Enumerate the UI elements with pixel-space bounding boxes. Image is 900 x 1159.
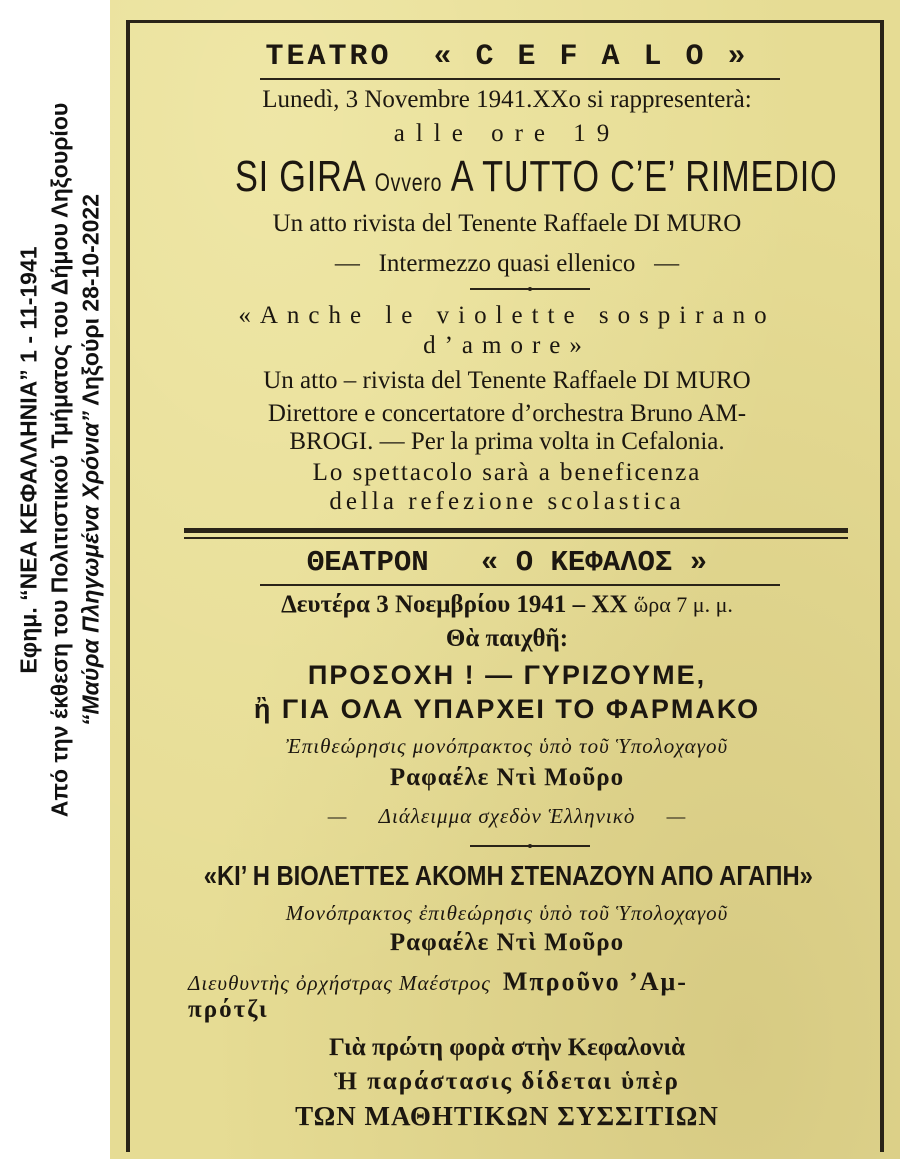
italian-author-line-1: Un atto rivista del Tenente Raffaele DI MURO	[272, 210, 742, 237]
italian-charity-line-2: della refezione scolastica	[329, 488, 685, 515]
greek-show-title-1: ΠΡΟΣΟΧΗ ! — ΓΥΡΙΖΟΥΜΕ,	[307, 660, 707, 690]
ornament-dot-2	[528, 844, 532, 848]
italian-date-line: Lunedì, 3 Novembre 1941.XXo si rappresenterà:	[262, 86, 752, 113]
greek-will-play: Θὰ παιχθῆ:	[445, 625, 569, 652]
greek-intermission: — Διάλειμμα σχεδὸν Ἑλληνικὸ —	[327, 804, 687, 828]
title-underline	[260, 78, 780, 80]
greek-author-line-2: Ραφαέλε Ντὶ Μοῦρο	[389, 929, 625, 956]
italian-director-line-2: BROGI. — Per la prima volta in Cefalonia.	[289, 428, 725, 455]
greek-conductor-line-2: πρότζι	[188, 996, 269, 1023]
caption-strip	[0, 0, 120, 1159]
newspaper-clipping	[110, 0, 900, 1159]
right-border-rule	[880, 22, 884, 1152]
left-border-rule	[126, 22, 130, 1152]
greek-date-line: Δευτέρα 3 Νοεμβρίου 1941 – ΧΧ ὥρα 7 μ. μ.	[281, 591, 733, 618]
greek-benefit-line-1: Ἡ παράστασις δίδεται ὑπὲρ	[334, 1068, 680, 1095]
section-divider-thick	[184, 528, 848, 533]
caption-line-3	[76, 10, 107, 910]
caption-exhibit-title: “Μαύρα Πληγωμένα Χρόνια”	[77, 410, 104, 726]
section-divider-thin	[184, 537, 848, 539]
greek-benefit-line-2: ΤΩΝ ΜΑΘΗΤΙΚΩΝ ΣΥΣΣΙΤΙΩΝ	[295, 1101, 719, 1131]
italian-time-line: alle ore 19	[393, 120, 621, 147]
greek-revue-line-2: Μονόπρακτος ἐπιθεώρησις ὑπὸ τοῦ Ὑπολοχαγοῦ	[285, 901, 729, 925]
greek-author-line-1: Ραφαέλε Ντὶ Μοῦρο	[389, 764, 625, 791]
italian-theatre-title: TEATRO « C E F A L O »	[265, 40, 749, 74]
greek-show-title-2: ἢ ΓΙΑ ΟΛΑ ΥΠΑΡΧΕΙ ΤΟ ΦΑΡΜΑΚΟ	[253, 694, 761, 724]
italian-intermezzo: — Intermezzo quasi ellenico —	[334, 250, 680, 277]
greek-first-time: Γιὰ πρώτη φορὰ στὴν Κεφαλονιὰ	[328, 1034, 686, 1061]
caption-place-date: Ληξούρι 28-10-2022	[77, 194, 104, 411]
caption-line-1: Εφημ. “ΝΕΑ ΚΕΦΑΛΛΗΝΙΑ” 1 - 11-1941	[15, 246, 42, 674]
italian-second-show-2: d’amore»	[423, 332, 591, 359]
italian-show-title: SI GIRA Ovvero A TUTTO C’E’ RIMEDIO	[234, 152, 838, 201]
greek-revue-line-1: Ἐπιθεώρησις μονόπρακτος ὑπὸ τοῦ Ὑπολοχαγοῦ	[285, 734, 729, 758]
greek-conductor-line: Διευθυντὴς ὀρχήστρας Μαέστρος Μπροῦνο ’Αμ-	[188, 967, 688, 996]
caption-line-2: Από την έκθεση του Πολιτιστικού Τμήματος του Δήμου Ληξουρίου	[46, 102, 73, 818]
greek-theatre-title: ΘΕΑΤΡΟΝ « Ο ΚΕΦΑΛΟΣ »	[306, 546, 708, 579]
italian-charity-line-1: Lo spettacolo sarà a beneficenza	[312, 459, 702, 486]
greek-second-show: «ΚΙ’ Η ΒΙΟΛΕΤΤΕΣ ΑΚΟΜΗ ΣΤΕΝΑΖΟΥΝ ΑΠΟ ΑΓΑΠΗ»	[203, 860, 813, 891]
greek-title-underline	[260, 584, 780, 586]
italian-second-show-1: «Anche le violette sospirano	[238, 302, 776, 329]
top-rule	[126, 20, 884, 23]
rotated-caption	[14, 10, 107, 910]
italian-director-line-1: Direttore e concertatore d’orchestra Bruno AM-	[267, 400, 747, 427]
italian-author-line-2: Un atto – rivista del Tenente Raffaele DI MURO	[263, 367, 751, 394]
ornament-dot-1	[528, 287, 532, 291]
